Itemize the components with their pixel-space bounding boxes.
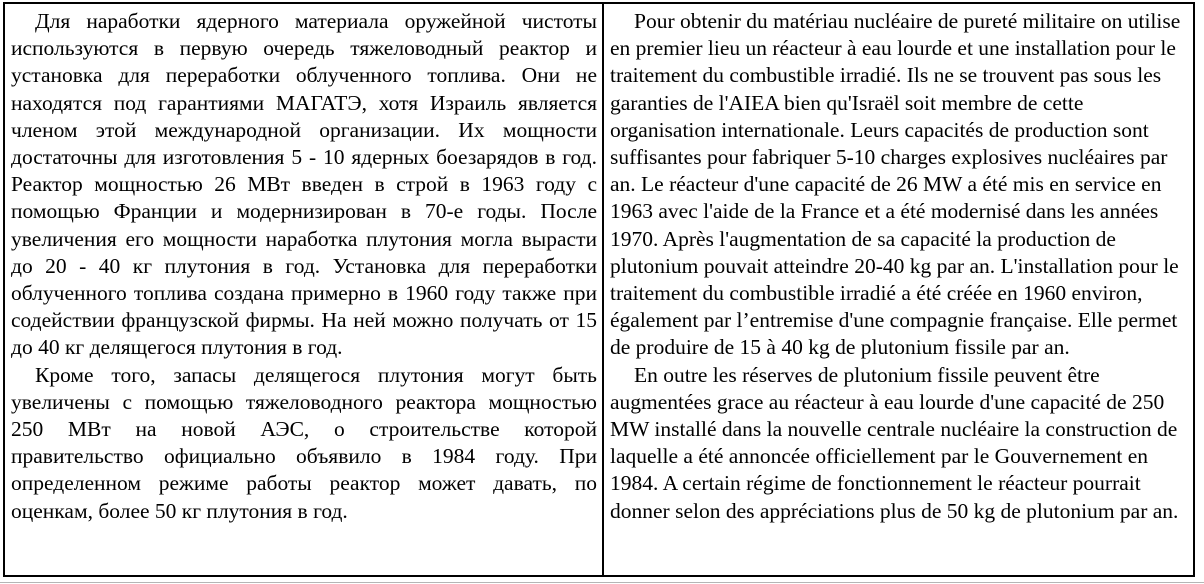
next-table-row-top-border	[0, 582, 1204, 583]
translation-table	[3, 2, 1195, 577]
table-cell-french	[604, 4, 1193, 575]
french-paragraph-2: En outre les réserves de plutonium fissile peuvent être augmentées grace au réacteur à eau lourde d'une capacité de 250 MW installé dans la nouvelle centrale nucléaire la construction de laquelle a été annoncée officiellement par le Gouvernement en 1984. A certain régime de fonctionnement le réacteur pourrait donner selon des appréciations plus de 50 kg de plutonium par an.	[610, 362, 1179, 523]
russian-paragraph-2: Кроме того, запасы делящегося плутония могут быть увеличены с помощью тяжеловодного реактора мощностью 250 МВт на новой АЭС, о строительстве которой правительство официально объявило в 1984 году. При определенном режиме работы реактор может давать, по оценкам, более 50 кг плутония в год.	[11, 362, 597, 523]
french-paragraph-1: Pour obtenir du matériau nucléaire de pureté militaire on utilise en premier lieu un réacteur à eau lourde et une installation pour le traitement du combustible irradié. Ils ne se trouvent pas sous les garanties de l'AIEA bien qu'Israël soit membre de cette organisation internationale. Leurs capacités de production sont suffisantes pour fabriquer 5-10 charges explosives nucléaires par an. Le réacteur d'une capacité de 26 MW a été mis en service en 1963 avec l'aide de la France et a été modernisé dans les années 1970. Après l'augmentation de sa capacité la production de plutonium pouvait atteindre 20-40 kg par an. L'installation pour le traitement du combustible irradié a été créée en 1960 environ, également par l’entremise d'une compagnie française. Elle permet de produire de 15 à 40 kg de plutonium fissile par an.	[610, 9, 1181, 360]
russian-paragraph-1: Для наработки ядерного материала оружейной чистоты используются в первую очередь тяжеловодный реактор и установка для переработки облученного топлива. Они не находятся под гарантиями МАГАТЭ, хотя Израиль является членом этой международной организации. Их мощности достаточны для изготовления 5 - 10 ядерных боезарядов в год. Реактор мощностью 26 МВт введен в строй в 1963 году с помощью Франции и модернизирован в 70-е годы. После увеличения его мощности наработка плутония могла вырасти до 20 - 40 кг плутония в год. Установка для переработки облученного топлива создана примерно в 1960 году также при содействии французской фирмы. На ней можно получать от 15 до 40 кг делящегося плутония в год.	[11, 9, 597, 360]
table-cell-russian	[5, 4, 604, 575]
